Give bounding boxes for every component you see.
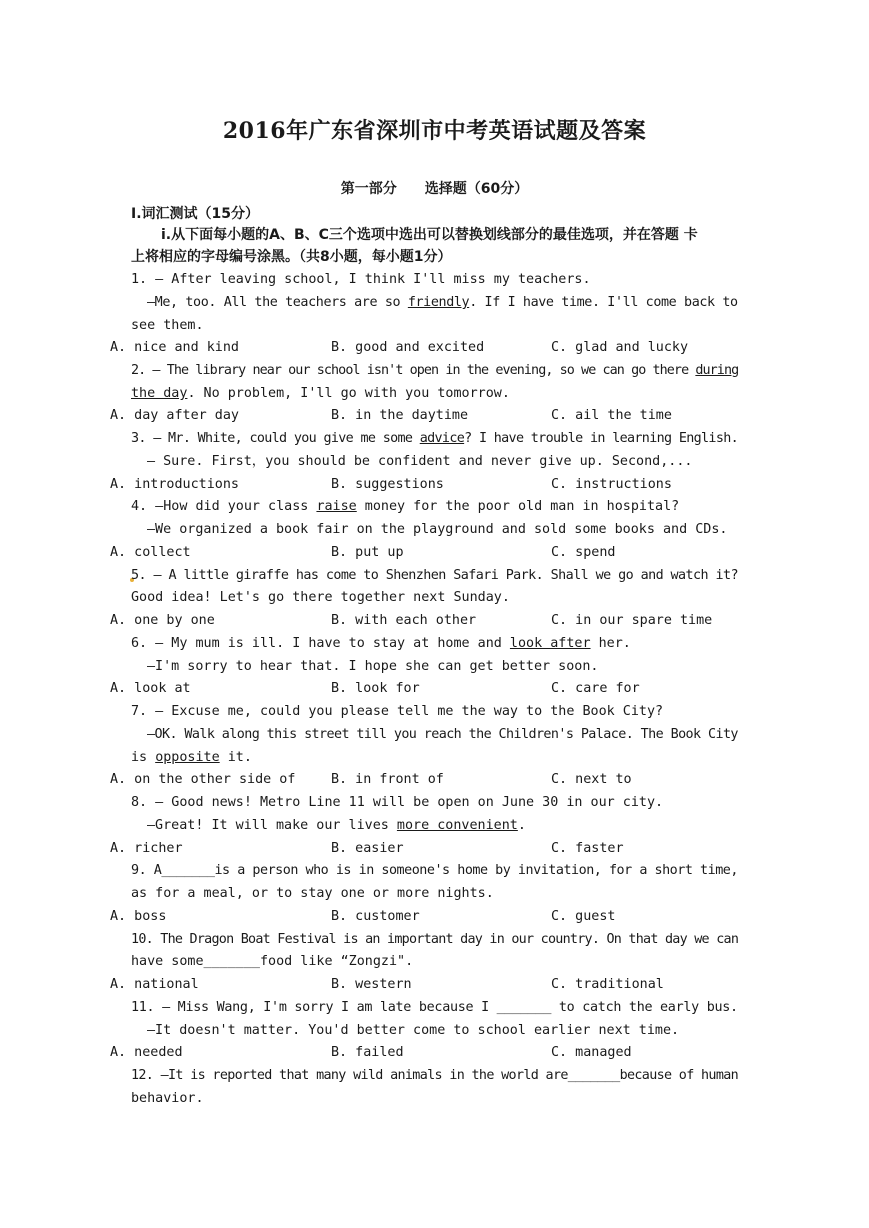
option-b: B. look for: [331, 681, 420, 696]
underlined-word: more convenient: [396, 818, 518, 833]
option-a: A. nice and kind: [110, 340, 239, 355]
option-b: B. failed: [331, 1045, 404, 1060]
part-heading: 第一部分 选择题（60分）: [340, 181, 529, 197]
option-b: B. suggestions: [331, 477, 444, 492]
option-a: A. on the other side of: [110, 772, 296, 787]
option-a: A. national: [110, 977, 199, 992]
option-b: B. in the daytime: [331, 408, 469, 423]
instruction-line-1: i.从下面每小题的A、B、C三个选项中选出可以替换划线部分的最佳选项，并在答题 卡: [161, 227, 698, 243]
option-c: C. faster: [551, 841, 624, 856]
question-6-line-2: —I'm sorry to hear that. I hope she can get better soon.: [147, 659, 599, 674]
question-2-line-1: 2. — The library near our school isn't open in the evening, so we can go there during: [131, 363, 739, 378]
option-c: C. in our spare time: [551, 613, 713, 628]
question-2-line-2: the day. No problem, I'll go with you tomorrow.: [131, 386, 510, 401]
option-b: B. western: [331, 977, 412, 992]
section-heading: I.词汇测试（15分）: [131, 206, 260, 222]
option-c: C. next to: [551, 772, 632, 787]
underlined-word: opposite: [155, 750, 220, 765]
question-7-line-3: is opposite it.: [131, 750, 252, 765]
option-a: A. look at: [110, 681, 191, 696]
question-11-line-2: —It doesn't matter. You'd better come to school earlier next time.: [147, 1023, 680, 1038]
question-7-line-1: 7. — Excuse me, could you please tell me the way to the Book City?: [131, 704, 664, 719]
question-1-line-1: 1. — After leaving school, I think I'll miss my teachers.: [131, 272, 591, 287]
question-7-line-2: —OK. Walk along this street till you reach the Children's Palace. The Book City: [147, 727, 738, 742]
option-c: C. traditional: [551, 977, 664, 992]
question-9-line-2: as for a meal, or to stay one or more nights.: [131, 886, 494, 901]
option-b: B. good and excited: [331, 340, 485, 355]
question-4-line-2: —We organized a book fair on the playground and sold some books and CDs.: [147, 522, 728, 537]
question-5-line-2: Good idea! Let's go there together next Sunday.: [131, 590, 510, 605]
option-b: B. customer: [331, 909, 420, 924]
option-c: C. glad and lucky: [551, 340, 689, 355]
question-9-line-1: 9. A_______is a person who is in someone's home by invitation, for a short time,: [131, 863, 738, 878]
question-5-line-1: 5. — A little giraffe has come to Shenzhen Safari Park. Shall we go and watch it?: [131, 568, 739, 583]
option-c: C. managed: [551, 1045, 632, 1060]
option-c: C. instructions: [551, 477, 672, 492]
question-6-line-1: 6. — My mum is ill. I have to stay at home and look after her.: [131, 636, 631, 651]
option-a: A. needed: [110, 1045, 183, 1060]
option-c: C. care for: [551, 681, 640, 696]
option-a: A. introductions: [110, 477, 239, 492]
question-3-line-2: — Sure. First，you should be confident and never give up. Second,...: [147, 454, 693, 469]
underlined-word: friendly: [407, 295, 470, 310]
option-a: A. one by one: [110, 613, 215, 628]
option-a: A. richer: [110, 841, 183, 856]
question-8-line-2: —Great! It will make our lives more convenient.: [147, 818, 526, 833]
option-c: C. ail the time: [551, 408, 672, 423]
underlined-word: advice: [419, 431, 465, 446]
question-10-line-1: 10. The Dragon Boat Festival is an important day in our country. On that day we can: [131, 932, 739, 947]
option-b: B. put up: [331, 545, 404, 560]
instruction-line-2: 上将相应的字母编号涂黑。（共8小题，每小题1分）: [131, 249, 452, 265]
option-c: C. guest: [551, 909, 616, 924]
question-11-line-1: 11. — Miss Wang, I'm sorry I am late because I _______ to catch the early bus.: [131, 1000, 738, 1015]
question-12-line-2: behavior.: [131, 1091, 204, 1106]
option-b: B. in front of: [331, 772, 444, 787]
option-a: A. day after day: [110, 408, 239, 423]
option-a: A. collect: [110, 545, 191, 560]
underlined-word: during: [695, 363, 739, 378]
page-title: 2016年广东省深圳市中考英语试题及答案: [222, 118, 647, 144]
question-12-line-1: 12. —It is reported that many wild animals in the world are_______because of human: [131, 1068, 739, 1083]
option-a: A. boss: [110, 909, 167, 924]
question-1-line-2: —Me, too. All the teachers are so friendly. If I have time. I'll come back to: [147, 295, 738, 310]
option-b: B. easier: [331, 841, 404, 856]
question-1-line-3: see them.: [131, 318, 204, 333]
question-8-line-1: 8. — Good news! Metro Line 11 will be open on June 30 in our city.: [131, 795, 664, 810]
underlined-word: the day: [131, 386, 188, 401]
question-3-line-1: 3. — Mr. White, could you give me some advice? I have trouble in learning English.: [131, 431, 739, 446]
option-b: B. with each other: [331, 613, 477, 628]
option-c: C. spend: [551, 545, 616, 560]
underlined-word: raise: [316, 499, 357, 514]
question-4-line-1: 4. —How did your class raise money for the poor old man in hospital?: [131, 499, 680, 514]
underlined-word: look after: [509, 636, 591, 651]
question-10-line-2: have some_______food like “Zongzi".: [131, 954, 414, 969]
